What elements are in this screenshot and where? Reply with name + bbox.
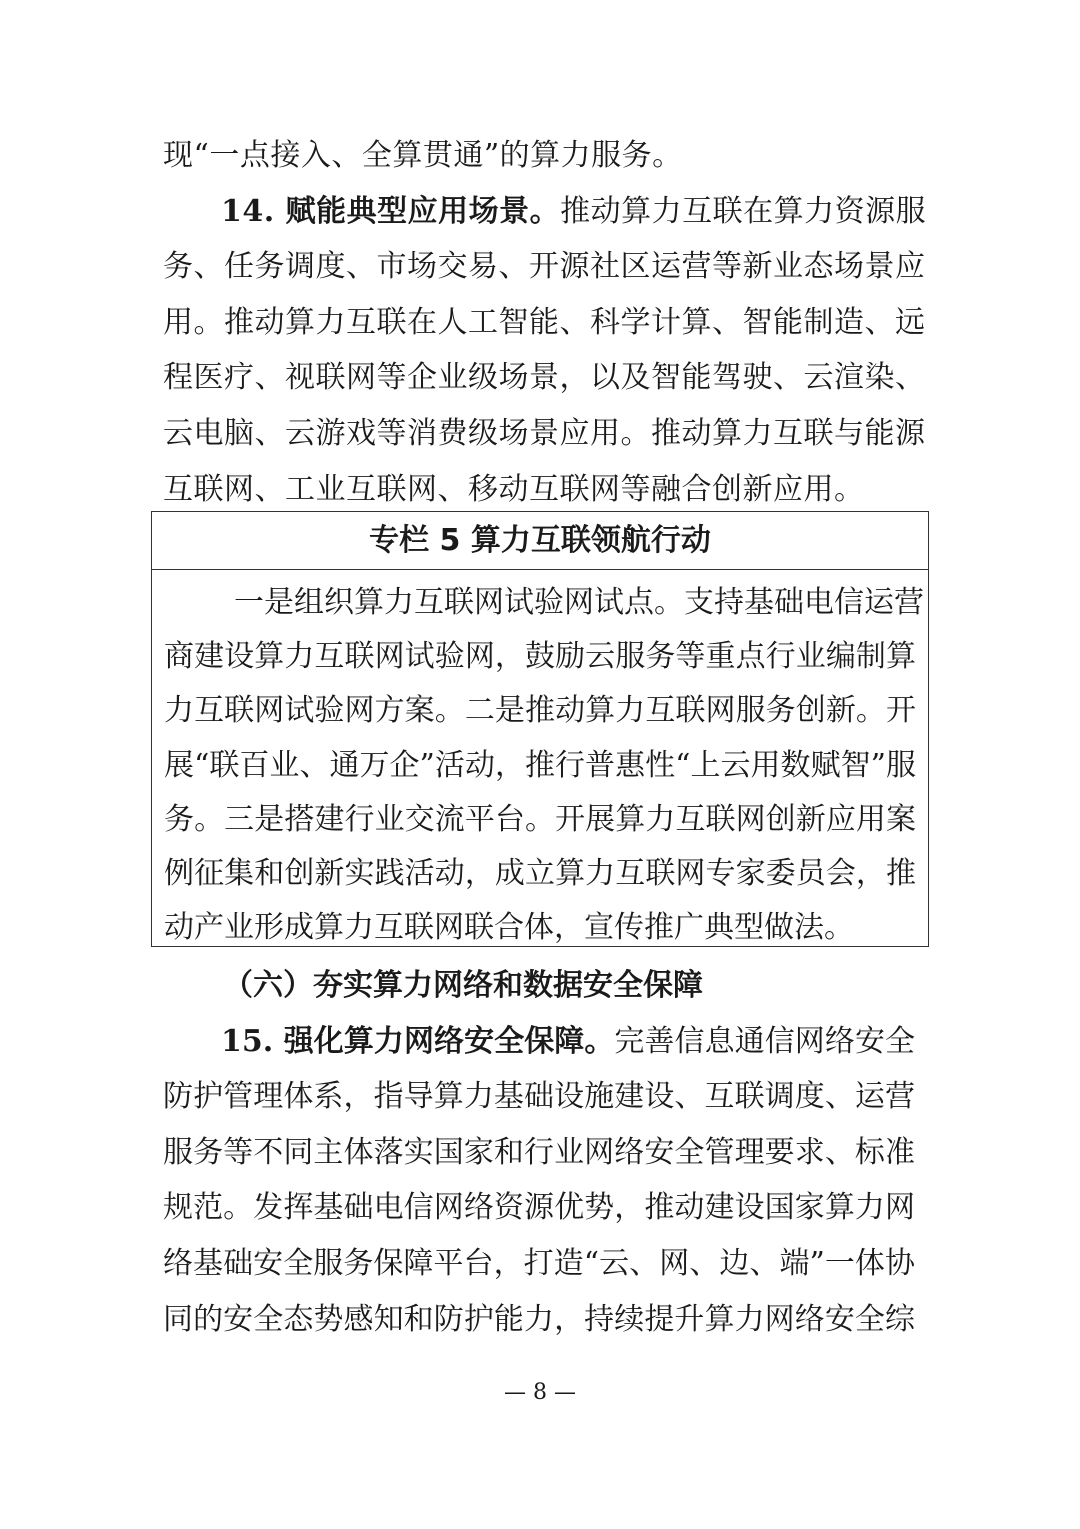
column-box [151, 511, 929, 947]
paragraph-14-first-line [163, 184, 927, 240]
column-box-body [152, 570, 928, 955]
column-box-line: 务。三是搭建行业交流平台。开展算力互联网创新应用案 [164, 801, 916, 837]
main-text [163, 128, 927, 517]
section-heading: （六）夯实算力网络和数据安全保障 [223, 968, 703, 1003]
page-number: — 8 — [504, 1380, 576, 1405]
paragraph-14-text: 推动算力互联在算力资源服 [560, 193, 927, 229]
paragraph-14-heading: 14. 赋能典型应用场景。 [221, 193, 561, 229]
paragraph-15-heading: 15. 强化算力网络安全保障。 [221, 1023, 615, 1059]
column-box-line: 力互联网试验网方案。二是推动算力互联网服务创新。开 [164, 693, 916, 729]
paragraph-14-line: 互联网、工业互联网、移动互联网等融合创新应用。 [163, 471, 865, 507]
paragraph-15-line: 规范。发挥基础电信网络资源优势，推动建设国家算力网 [163, 1190, 915, 1226]
paragraph-13-tail-line: 现“一点接入、全算贯通”的算力服务。 [163, 138, 683, 173]
column-box-line: 一是组织算力互联网试验网试点。支持基础电信运营 [234, 585, 924, 620]
paragraph-14-line: 务、任务调度、市场交易、开源社区运营等新业态场景应 [163, 249, 926, 285]
paragraph-14-line: 云电脑、云游戏等消费级场景应用。推动算力互联与能源 [163, 415, 926, 451]
paragraph-15-line: 络基础安全服务保障平台，打造“云、网、边、端”一体协 [163, 1245, 915, 1281]
paragraph-15-line: 服务等不同主体落实国家和行业网络安全管理要求、标准 [163, 1134, 915, 1170]
paragraph-15-text: 完善信息通信网络安全 [614, 1023, 916, 1059]
paragraph-14-line: 程医疗、视联网等企业级场景，以及智能驾驶、云渲染、 [163, 360, 926, 396]
column-box-line: 动产业形成算力互联网联合体，宣传推广典型做法。 [164, 910, 854, 946]
paragraph-15-line: 同的安全态势感知和防护能力，持续提升算力网络安全综 [163, 1301, 915, 1337]
column-box-line: 例征集和创新实践活动，成立算力互联网专家委员会，推 [164, 855, 916, 891]
column-box-line: 商建设算力互联网试验网，鼓励云服务等重点行业编制算 [164, 639, 916, 675]
column-box-title: 专栏 5 算力互联领航行动 [152, 512, 928, 570]
column-box-line: 展“联百业、通万企”活动，推行普惠性“上云用数赋智”服 [164, 747, 916, 783]
paragraph-15-first-line [163, 1014, 915, 1070]
paragraph-15-line: 防护管理体系，指导算力基础设施建设、互联调度、运营 [163, 1079, 915, 1115]
paragraph-14-line: 用。推动算力互联在人工智能、科学计算、智能制造、远 [163, 304, 926, 340]
after-box-text [163, 958, 915, 1347]
